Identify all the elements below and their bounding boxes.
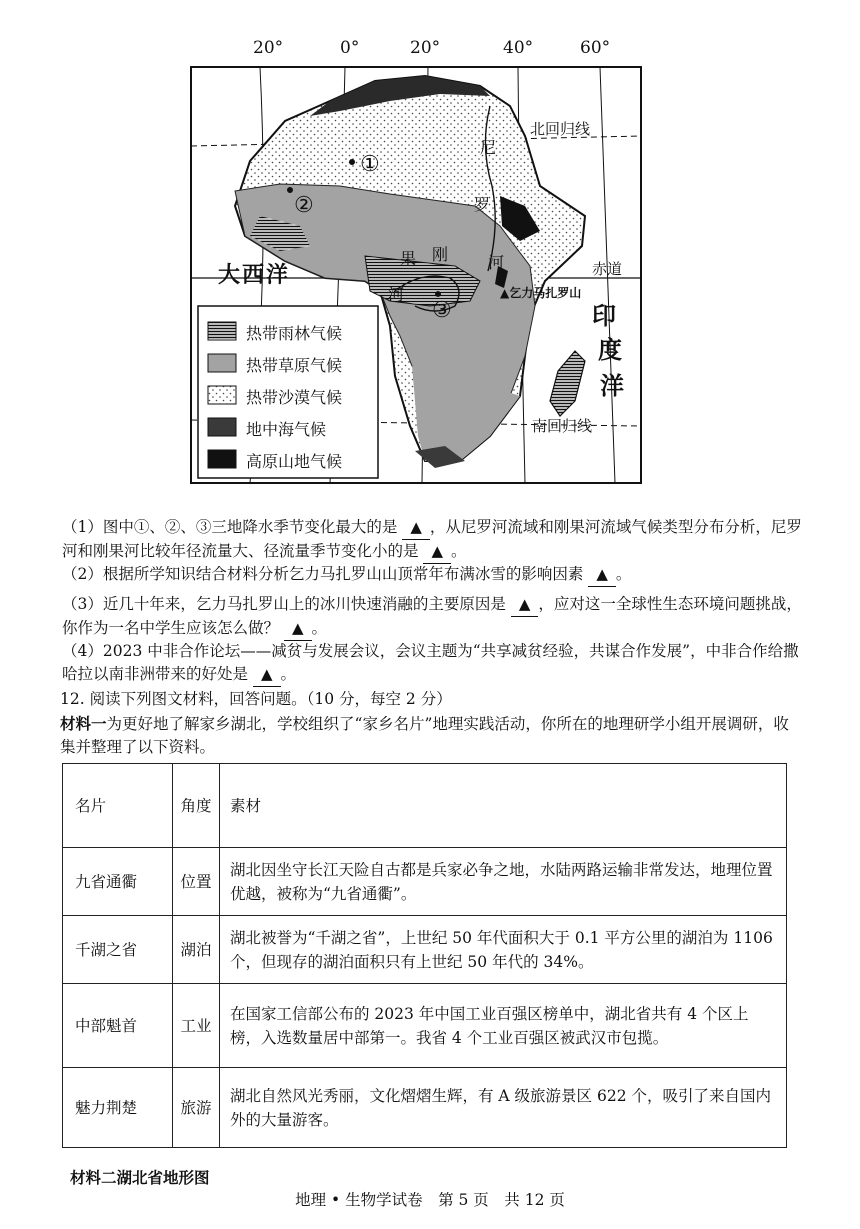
table-row	[63, 916, 787, 984]
question-2: （2）根据所学知识结合材料分析乞力马扎罗山山顶常年布满冰雪的影响因素 ▲ 。	[62, 563, 802, 587]
table-header-row	[63, 764, 787, 848]
question-4: （4）2023 中非合作论坛——减贫与发展会议，会议主题为“共享减贫经验，共谋合作发展”，中非合作给撒哈拉以南非洲带来的好处是 ▲ 。	[62, 640, 802, 687]
answer-blank[interactable]: ▲	[511, 593, 539, 617]
table-row	[63, 848, 787, 916]
row-text: 湖北因坐守长江天险自古都是兵家必争之地，水陆两路运输非常发达，地理位置优越，被称为“九省通衢”。	[220, 848, 787, 916]
material-table	[62, 763, 787, 1148]
answer-blank[interactable]: ▲	[284, 617, 312, 641]
row-text: 湖北自然风光秀丽，文化熠熠生辉，有 A 级旅游景区 622 个，吸引了来自国内外的大量游客。	[220, 1068, 787, 1148]
point-3-marker: ③	[432, 298, 452, 323]
longitude-label: 20°	[253, 38, 284, 58]
congo-label-2: 刚	[432, 245, 449, 264]
header-name: 名片	[63, 764, 173, 848]
header-angle: 角度	[173, 764, 220, 848]
indian-ocean-label-3: 洋	[600, 371, 624, 400]
nile-label-1: 尼	[480, 138, 497, 157]
kilimanjaro-label: ▲乞力马扎罗山	[500, 286, 582, 300]
answer-blank[interactable]: ▲	[423, 540, 451, 564]
legend-highland: 高原山地气候	[246, 452, 343, 471]
tropic-north-label: 北回归线	[530, 120, 591, 138]
point-1-marker: ①	[360, 152, 380, 177]
question-12: 12. 阅读下列图文材料，回答问题。（10 分，每空 2 分）	[60, 690, 452, 708]
table-row	[63, 1068, 787, 1148]
row-angle: 旅游	[173, 1068, 220, 1148]
question-3: （3）近几十年来，乞力马扎罗山上的冰川快速消融的主要原因是 ▲ ，应对这一全球性生态环境问题挑战，你作为一名中学生应该怎么做？ ▲ 。	[62, 593, 802, 641]
longitude-label: 40°	[503, 38, 534, 58]
congo-label-1: 果	[400, 249, 417, 268]
row-name: 中部魁首	[63, 984, 173, 1068]
row-angle: 工业	[173, 984, 220, 1068]
page-footer: 地理 • 生物学试卷 第 5 页 共 12 页	[295, 1191, 565, 1209]
tropic-south-label: 南回归线	[532, 417, 593, 435]
answer-blank[interactable]: ▲	[253, 663, 281, 687]
legend-savanna: 热带草原气候	[246, 356, 343, 375]
congo-label-3: 河	[388, 285, 405, 304]
question-1: （1）图中①、②、③三地降水季节变化最大的是 ▲ ，从尼罗河流域和刚果河流域气候类型分布分析，尼罗河和刚果河比较年径流量大、径流量季节变化小的是 ▲ 。	[62, 516, 802, 564]
nile-label-2: 罗	[474, 195, 491, 214]
legend-mediterranean: 地中海气候	[246, 420, 327, 439]
material-2-title: 材料二湖北省地形图	[70, 1168, 210, 1187]
indian-ocean-label-2: 度	[598, 335, 622, 364]
longitude-label: 0°	[340, 38, 360, 58]
answer-blank[interactable]: ▲	[588, 563, 616, 587]
longitude-label: 20°	[410, 38, 441, 58]
longitude-label: 60°	[580, 38, 611, 58]
point-2-marker: ②	[294, 193, 314, 218]
table-row	[63, 984, 787, 1068]
row-name: 九省通衢	[63, 848, 173, 916]
row-angle: 位置	[173, 848, 220, 916]
legend-rainforest: 热带雨林气候	[246, 324, 343, 343]
row-angle: 湖泊	[173, 916, 220, 984]
atlantic-label: 大西洋	[218, 262, 291, 288]
header-material: 素材	[220, 764, 787, 848]
answer-blank[interactable]: ▲	[402, 516, 430, 540]
row-name: 千湖之省	[63, 916, 173, 984]
nile-label-3: 河	[488, 253, 505, 272]
equator-label: 赤道	[592, 260, 623, 278]
row-name: 魅力荆楚	[63, 1068, 173, 1148]
row-text: 在国家工信部公布的 2023 年中国工业百强区榜单中，湖北省共有 4 个区上榜，入选数量居中部第一。我省 4 个工业百强区被武汉市包揽。	[220, 984, 787, 1068]
material-1: 材料一为更好地了解家乡湖北，学校组织了“家乡名片”地理实践活动，你所在的地理研学小组开展调研，收集并整理了以下资料。	[60, 714, 789, 756]
legend-desert: 热带沙漠气候	[246, 388, 343, 407]
row-text: 湖北被誉为“千湖之省”，上世纪 50 年代面积大于 0.1 平方公里的湖泊为 1106 个，但现存的湖泊面积只有上世纪 50 年代的 34%。	[220, 916, 787, 984]
indian-ocean-label-1: 印	[592, 301, 616, 330]
